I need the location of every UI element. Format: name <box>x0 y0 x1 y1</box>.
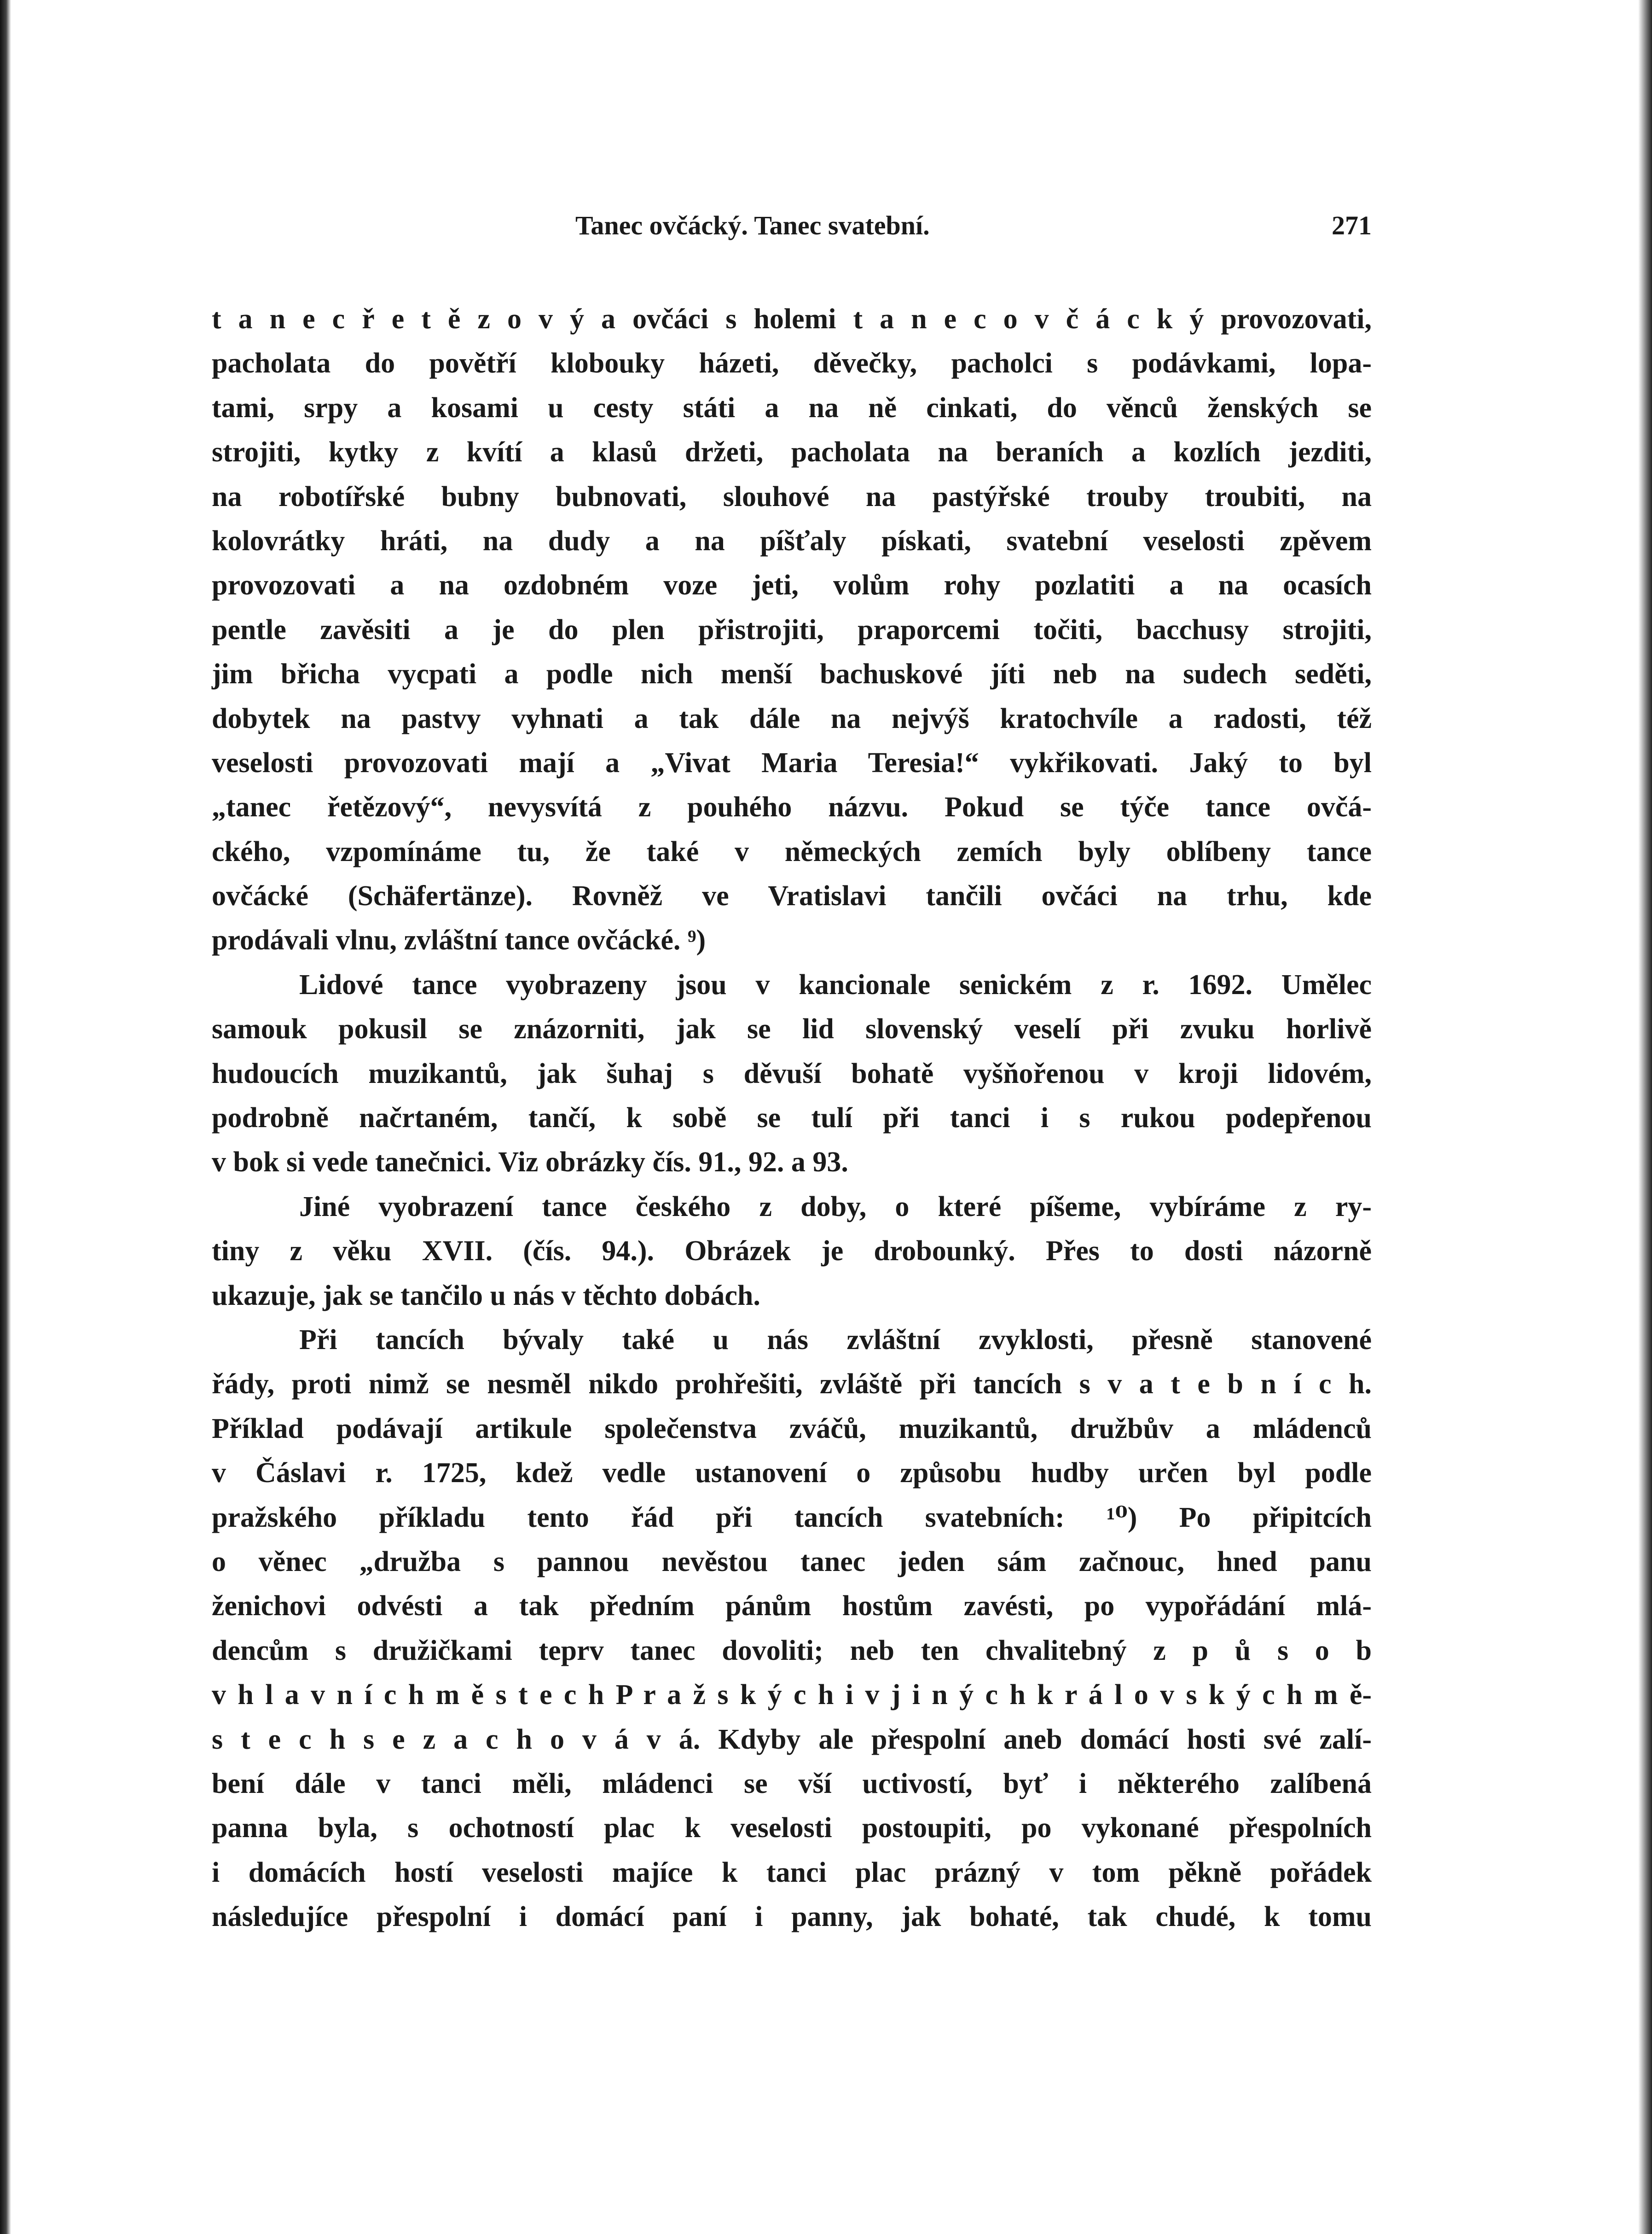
body-text <box>212 297 1372 1939</box>
text-line-content: v bok si vede tanečnici. Viz obrázky čís. 91., 92. a 93. <box>212 1146 848 1178</box>
text-line <box>212 1096 1372 1140</box>
text-line-content: dobytek na pastvy vyhnati a tak dále na nejvýš kratochvíle a radosti, též <box>212 703 1372 734</box>
text-line-content: řády, proti nimž se nesměl nikdo prohřešiti, zvláště při tancích s v a t e b n í c h. <box>212 1368 1372 1400</box>
text-line <box>212 1052 1372 1096</box>
text-line <box>212 1229 1372 1273</box>
text-line <box>212 1584 1372 1628</box>
text-line <box>212 741 1372 785</box>
scan-edge-right <box>1638 0 1652 2234</box>
text-line-content: tami, srpy a kosami u cesty státi a na ně cinkati, do věnců ženských se <box>212 392 1372 424</box>
text-line-content: Jiné vyobrazení tance českého z doby, o které píšeme, vybíráme z ry- <box>299 1191 1372 1222</box>
text-line <box>212 1362 1372 1406</box>
text-line-content: „tanec řetězový“, nevysvítá z pouhého názvu. Pokud se týče tance ovčá- <box>212 791 1372 823</box>
text-line-content: prodávali vlnu, zvláštní tance ovčácké. ⁹) <box>212 925 706 956</box>
text-line <box>212 1318 1372 1362</box>
text-line <box>212 386 1372 430</box>
text-line-content: v Čáslavi r. 1725, kdež vedle ustanovení o způsobu hudby určen byl podle <box>212 1457 1372 1489</box>
running-head: Tanec ovčácký. Tanec svatební. <box>575 210 930 240</box>
text-line-content: dencům s družičkami teprv tanec dovoliti; neb ten chvalitebný z p ů s o b <box>212 1635 1372 1666</box>
text-line <box>212 1673 1372 1717</box>
text-line-content: hudoucích muzikantů, jak šuhaj s děvuší bohatě vyšňořenou v kroji lidovém, <box>212 1058 1372 1089</box>
text-line <box>212 652 1372 696</box>
text-line <box>212 1629 1372 1673</box>
text-line-content: veselosti provozovati mají a „Vivat Maria Teresia!“ vykřikovati. Jaký to byl <box>212 747 1372 779</box>
text-line <box>212 1850 1372 1895</box>
text-line <box>212 1495 1372 1540</box>
text-line <box>212 1274 1372 1318</box>
text-line-content: podrobně načrtaném, tančí, k sobě se tulí při tanci i s rukou podepřenou <box>212 1102 1372 1134</box>
text-line <box>212 1407 1372 1451</box>
text-line <box>212 1806 1372 1850</box>
text-line-content: samouk pokusil se znázorniti, jak se lid slovenský veselí při zvuku horlivě <box>212 1013 1372 1045</box>
text-line-content: provozovati a na ozdobném voze jeti, volům rohy pozlatiti a na ocasích <box>212 570 1372 601</box>
text-line-content: pentle zavěsiti a je do plen přistrojiti, praporcemi točiti, bacchusy strojiti, <box>212 614 1372 646</box>
text-line-content: pacholata do povětří klobouky házeti, děvečky, pacholci s podávkami, lopa- <box>212 348 1372 379</box>
text-line-content: Příklad podávají artikule společenstva zváčů, muzikantů, družbův a mládenců <box>212 1413 1372 1444</box>
text-line <box>212 475 1372 519</box>
text-line <box>212 430 1372 474</box>
text-line-content: ženichovi odvésti a tak předním pánům hostům zavésti, po vypořádání mlá- <box>212 1590 1372 1622</box>
text-line <box>212 1185 1372 1229</box>
text-line-content: následujíce přespolní i domácí paní i panny, jak bohaté, tak chudé, k tomu <box>212 1901 1372 1933</box>
text-line-content: ukazuje, jak se tančilo u nás v těchto dobách. <box>212 1280 760 1311</box>
text-line-content: panna byla, s ochotností plac k veselosti postoupiti, po vykonané přespolních <box>212 1812 1372 1844</box>
text-line-content: tiny z věku XVII. (čís. 94.). Obrázek je drobounký. Přes to dosti názorně <box>212 1235 1372 1267</box>
text-line <box>212 1007 1372 1051</box>
text-line <box>212 1895 1372 1939</box>
text-line <box>212 608 1372 652</box>
text-line <box>212 1540 1372 1584</box>
text-line-content: strojiti, kytky z kvítí a klasů držeti, pacholata na beraních a kozlích jezditi, <box>212 436 1372 468</box>
text-line <box>212 785 1372 829</box>
text-line-content: ckého, vzpomínáme tu, že také v německých zemích byly oblíbeny tance <box>212 836 1372 867</box>
text-line-content: s t e c h s e z a c h o v á v á. Kdyby ale přespolní aneb domácí hosti své zalí- <box>212 1723 1372 1755</box>
scan-edge-left <box>0 0 11 2234</box>
text-line-content: na robotířské bubny bubnovati, slouhové na pastýřské trouby troubiti, na <box>212 481 1372 512</box>
text-line-content: o věnec „družba s pannou nevěstou tanec jeden sám začnouc, hned panu <box>212 1546 1372 1577</box>
text-line <box>212 1140 1372 1184</box>
text-line-content: Lidové tance vyobrazeny jsou v kancionale senickém z r. 1692. Umělec <box>299 969 1372 1001</box>
text-line <box>212 1451 1372 1495</box>
text-line-content: i domácích hostí veselosti majíce k tanci plac prázný v tom pěkně pořádek <box>212 1856 1372 1888</box>
page-header <box>212 203 1372 249</box>
text-line-content: ovčácké (Schäfertänze). Rovněž ve Vratislavi tančili ovčáci na trhu, kde <box>212 880 1372 912</box>
text-line <box>212 874 1372 918</box>
text-line-content: t a n e c ř e t ě z o v ý a ovčáci s holemi t a n e c o v č á c k ý provozovati, <box>212 303 1372 335</box>
text-line <box>212 563 1372 607</box>
text-line <box>212 963 1372 1007</box>
text-line <box>212 519 1372 563</box>
text-line <box>212 830 1372 874</box>
text-line-content: Při tancích bývaly také u nás zvláštní zvyklosti, přesně stanovené <box>299 1324 1372 1356</box>
text-line-content: bení dále v tanci měli, mládenci se vší uctivostí, byť i některého zalíbená <box>212 1768 1372 1799</box>
text-line-content: kolovrátky hráti, na dudy a na píšťaly pískati, svatební veselosti zpěvem <box>212 525 1372 557</box>
text-line <box>212 697 1372 741</box>
text-line <box>212 341 1372 385</box>
text-line-content: v h l a v n í c h m ě s t e c h P r a ž s k ý c h i v j i n ý c h k r á l o v s k ý c h m ě- <box>212 1679 1372 1711</box>
text-line <box>212 918 1372 962</box>
text-line-content: pražského příkladu tento řád při tancích svatebních: ¹⁰) Po připitcích <box>212 1501 1372 1533</box>
text-line <box>212 1717 1372 1762</box>
text-line-content: jim břicha vycpati a podle nich menší bachuskové jíti neb na sudech seděti, <box>212 658 1372 690</box>
text-line <box>212 297 1372 341</box>
page-number: 271 <box>1332 210 1372 240</box>
text-line <box>212 1762 1372 1806</box>
